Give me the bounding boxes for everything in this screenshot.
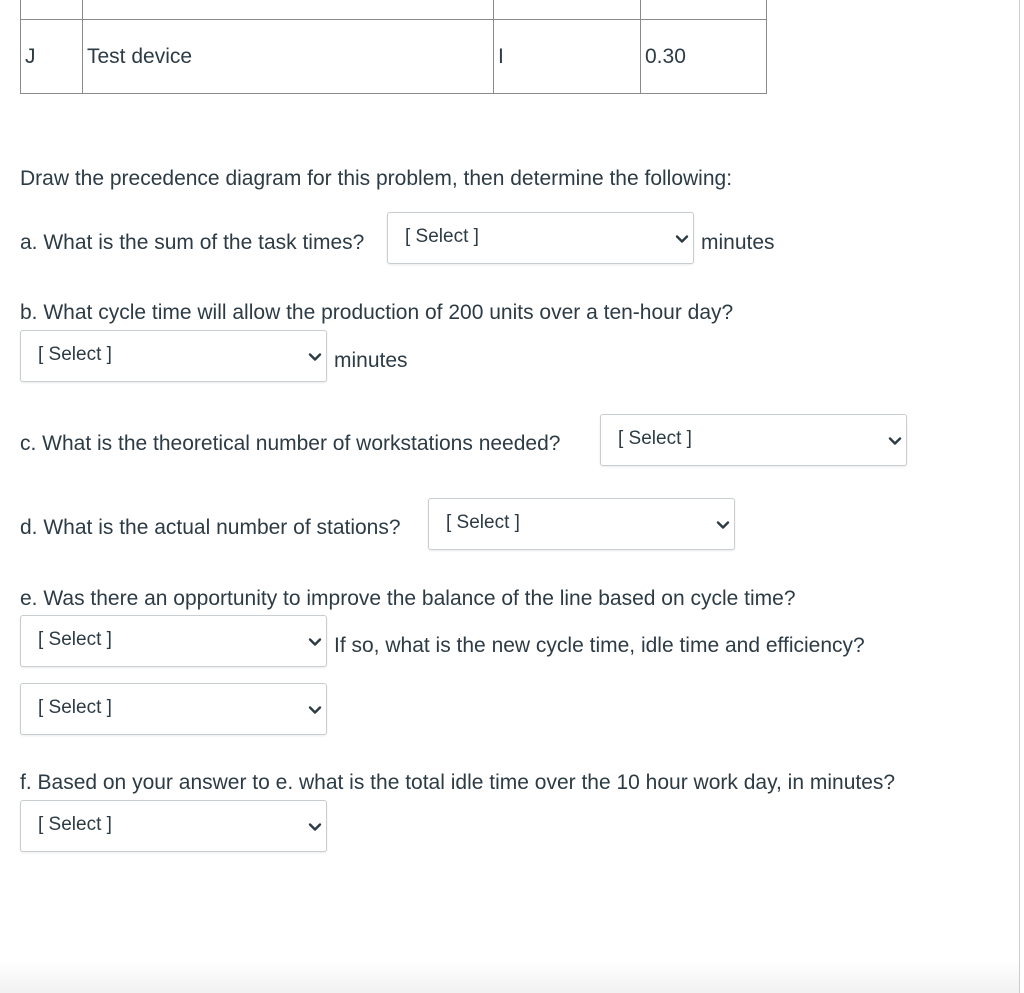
chevron-down-icon bbox=[308, 703, 322, 717]
task-table bbox=[20, 0, 767, 94]
table-row bbox=[21, 0, 767, 20]
question-a-unit: minutes bbox=[701, 231, 775, 254]
question-b-unit: minutes bbox=[334, 349, 408, 372]
page-footer-shade bbox=[0, 960, 1019, 993]
question-e-text: e. Was there an opportunity to improve the balance of the line based on cycle time? bbox=[20, 587, 796, 610]
question-f-select[interactable] bbox=[20, 800, 327, 852]
chevron-down-icon bbox=[308, 635, 322, 649]
chevron-down-icon bbox=[888, 434, 902, 448]
table-row bbox=[21, 20, 767, 94]
instructions-text: Draw the precedence diagram for this problem, then determine the following: bbox=[20, 167, 733, 190]
question-c-select[interactable] bbox=[600, 414, 907, 466]
select-value: [ Select ] bbox=[405, 226, 479, 247]
question-b-text: b. What cycle time will allow the production of 200 units over a ten-hour day? bbox=[20, 301, 734, 324]
select-value: [ Select ] bbox=[618, 428, 692, 449]
chevron-down-icon bbox=[308, 350, 322, 364]
chevron-down-icon bbox=[308, 820, 322, 834]
question-f-text: f. Based on your answer to e. what is the total idle time over the 10 hour work day, in minutes? bbox=[20, 771, 896, 794]
question-c-text: c. What is the theoretical number of workstations needed? bbox=[20, 432, 561, 455]
task-letter-cell: J bbox=[21, 20, 83, 94]
select-value: [ Select ] bbox=[38, 344, 112, 365]
content-right-border bbox=[1019, 0, 1020, 993]
chevron-down-icon bbox=[716, 518, 730, 532]
select-value: [ Select ] bbox=[38, 629, 112, 650]
chevron-down-icon bbox=[675, 232, 689, 246]
select-value: [ Select ] bbox=[38, 814, 112, 835]
question-e-select-2[interactable] bbox=[20, 683, 327, 735]
question-a-text: a. What is the sum of the task times? bbox=[20, 231, 365, 254]
task-description-cell: Test device bbox=[83, 20, 494, 94]
question-d-text: d. What is the actual number of stations? bbox=[20, 516, 401, 539]
task-time-cell: 0.30 bbox=[641, 20, 767, 94]
question-b-select[interactable] bbox=[20, 330, 327, 382]
question-a-select[interactable] bbox=[387, 212, 694, 264]
question-d-select[interactable] bbox=[428, 498, 735, 550]
select-value: [ Select ] bbox=[446, 512, 520, 533]
question-e-followup: If so, what is the new cycle time, idle time and efficiency? bbox=[334, 634, 865, 657]
task-predecessor-cell: I bbox=[494, 20, 641, 94]
select-value: [ Select ] bbox=[38, 697, 112, 718]
question-e-select[interactable] bbox=[20, 615, 327, 667]
